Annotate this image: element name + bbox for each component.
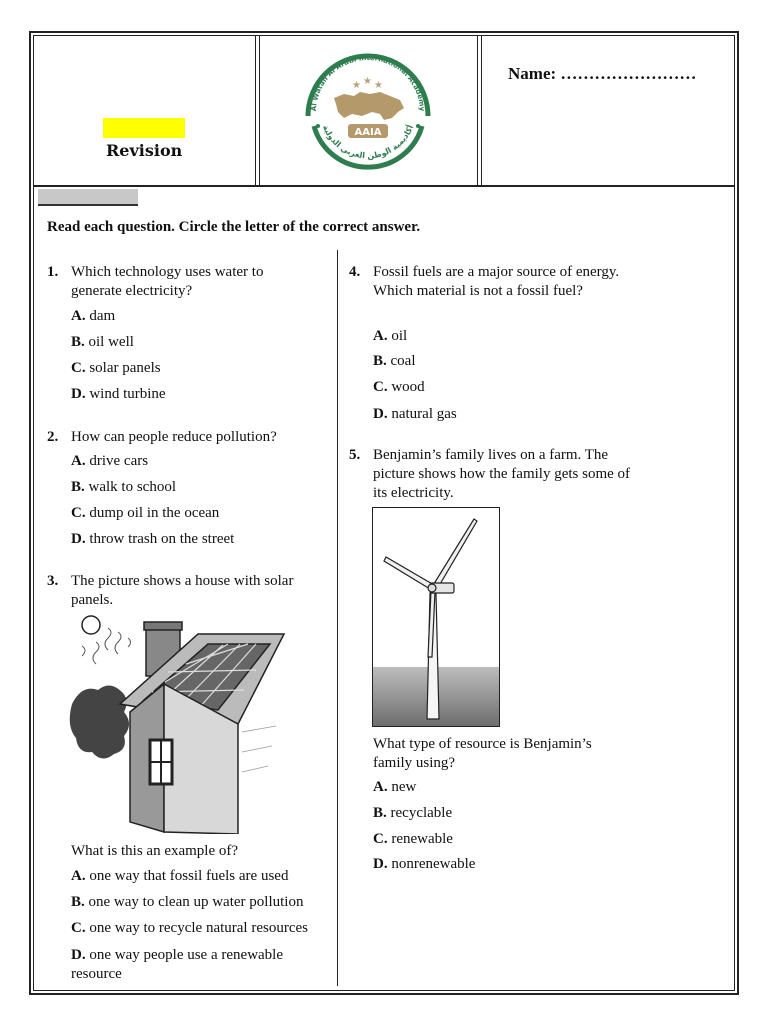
header-bottom-rule	[33, 185, 735, 187]
followup-question: What type of resource is Benjamin’s family using?	[373, 736, 592, 771]
option-a[interactable]: A. one way that fossil fuels are used	[71, 868, 289, 884]
question-text: How can people reduce pollution?	[71, 429, 277, 445]
question-text: Which technology uses water to generate electricity?	[71, 264, 264, 299]
option-d[interactable]: D. one way people use a renewable resource	[71, 947, 284, 982]
option-c[interactable]: C. one way to recycle natural resources	[71, 920, 308, 936]
question-number: 5.	[349, 447, 361, 463]
question-number: 4.	[349, 264, 361, 280]
sun-icon	[82, 616, 100, 634]
option-a[interactable]: A. dam	[71, 308, 116, 324]
option-d[interactable]: D. nonrenewable	[373, 856, 476, 872]
option-d[interactable]: D. throw trash on the street	[71, 531, 235, 547]
option-b[interactable]: B. one way to clean up water pollution	[71, 894, 304, 910]
option-a[interactable]: A. oil	[373, 328, 408, 344]
followup-question: What is this an example of?	[71, 843, 239, 859]
section-bar	[38, 189, 138, 206]
question-number: 3.	[47, 573, 59, 589]
question-number: 1.	[47, 264, 59, 280]
svg-text:★: ★	[374, 80, 383, 91]
option-a[interactable]: A. drive cars	[71, 453, 149, 469]
option-c[interactable]: C. dump oil in the ocean	[71, 505, 220, 521]
option-b[interactable]: B. coal	[373, 353, 416, 369]
arab-world-map-icon	[334, 92, 404, 120]
option-a[interactable]: A. new	[373, 779, 417, 795]
header-divider	[477, 35, 478, 185]
column-divider	[337, 250, 338, 986]
revision-label: Revision	[106, 141, 183, 160]
option-b[interactable]: B. oil well	[71, 334, 134, 350]
question-text: Benjamin’s family lives on a farm. The picture shows how the family gets some of its electricity.	[373, 447, 631, 501]
option-d[interactable]: D. wind turbine	[71, 386, 166, 402]
logo-arc-text: Al Watan Al Arabi International Academy	[309, 53, 427, 112]
star-icon	[352, 76, 383, 91]
option-b[interactable]: B. walk to school	[71, 479, 177, 495]
header-divider	[481, 35, 482, 185]
option-c[interactable]: C. solar panels	[71, 360, 161, 376]
instructions: Read each question. Circle the letter of the correct answer.	[47, 219, 421, 235]
wind-turbine-image	[372, 507, 500, 727]
option-d[interactable]: D. natural gas	[373, 406, 457, 422]
option-c[interactable]: C. renewable	[373, 831, 453, 847]
option-c[interactable]: C. wood	[373, 379, 425, 395]
yellow-highlight	[103, 118, 185, 138]
question-text: The picture shows a house with solar panels.	[71, 573, 294, 608]
svg-text:★: ★	[363, 76, 372, 87]
school-logo	[300, 46, 436, 174]
header-divider	[259, 35, 260, 185]
logo-badge: AAIA	[354, 127, 382, 138]
question-text: Fossil fuels are a major source of energy. Which material is not a fossil fuel?	[373, 264, 620, 299]
logo-arc-text-arabic: أكاديمية الوطن العربي الدولية	[320, 123, 416, 161]
name-field-label[interactable]: Name: ……………………	[508, 64, 697, 83]
header-divider	[255, 35, 256, 185]
house-solar-panels-image	[68, 612, 290, 834]
question-number: 2.	[47, 429, 59, 445]
option-b[interactable]: B. recyclable	[373, 805, 453, 821]
svg-text:★: ★	[352, 80, 361, 91]
